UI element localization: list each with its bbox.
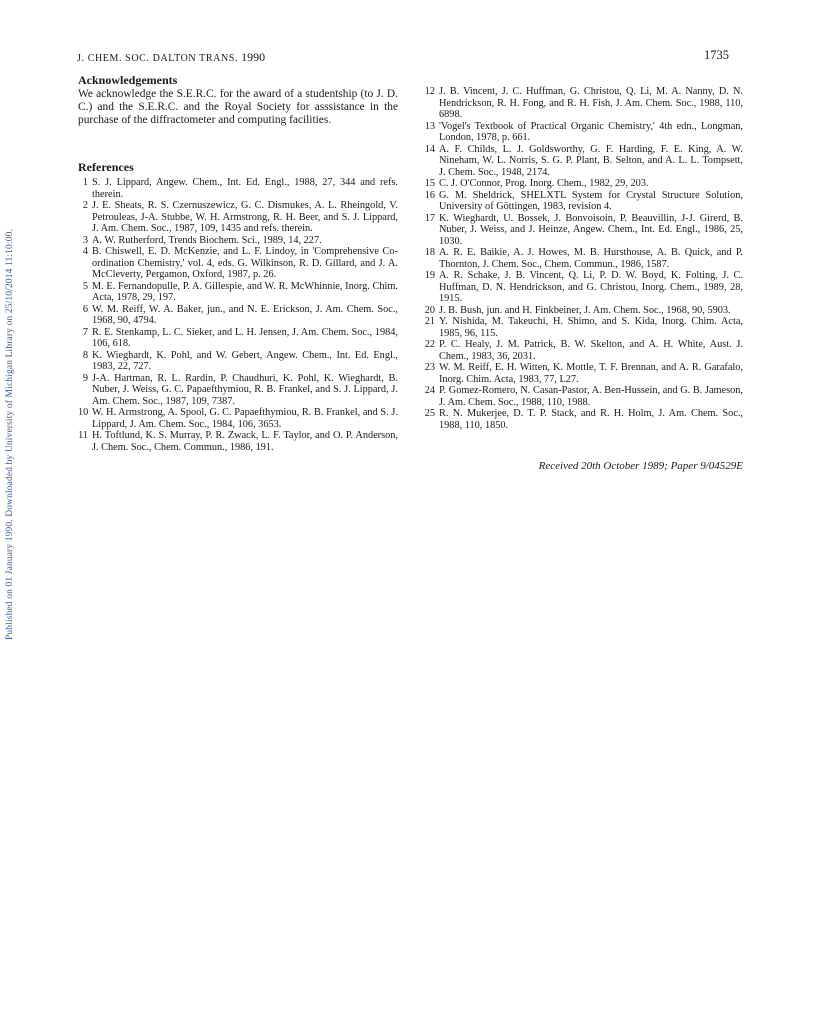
reference-text: A. F. Childs, L. J. Goldsworthy, G. F. Harding, F. E. King, A. W. Nineham, W. L. Norris, S. G. P. Plant, B. Selton, and A. L. L. Tompsett, J. Chem. Soc., 1948, 2174. (439, 143, 743, 178)
reference-item (423, 305, 743, 317)
reference-item (78, 327, 398, 350)
reference-number: 21 (424, 316, 435, 327)
reference-number: 25 (424, 408, 435, 419)
reference-number: 4 (82, 246, 88, 258)
reference-text: J. E. Sheats, R. S. Czernuszewicz, G. C. Dismukes, A. L. Rheingold, V. Petrouleas, J-A. Stubbe, W. H. Armstrong, R. H. Beer, and S. J. Lippard, J. Am. Chem. Soc., 1987, 109, 1435 and refs. therein. (92, 200, 398, 235)
page-number: 1735 (704, 48, 729, 62)
reference-number: 19 (424, 270, 435, 281)
reference-item (78, 430, 398, 453)
reference-item (78, 246, 398, 281)
reference-number: 1 (82, 177, 88, 189)
acknowledgements-heading: Acknowledgements (78, 73, 178, 87)
reference-item (78, 373, 398, 408)
reference-item (78, 304, 398, 327)
reference-text: P. C. Healy, J. M. Patrick, B. W. Skelton, and A. H. White, Aust. J. Chem., 1983, 36, 2031. (439, 339, 743, 362)
reference-number: 16 (424, 189, 435, 201)
reference-text: A. R. E. Baikie, A. J. Howes, M. B. Hursthouse, A. B. Quick, and P. Thornton, J. Chem. Soc., Chem. Commun., 1986, 1587. (439, 247, 743, 270)
reference-item (423, 270, 743, 305)
reference-text: A. W. Rutherford, Trends Biochem. Sci., 1989, 14, 227. (92, 234, 322, 246)
reference-text: S. J. Lippard, Angew. Chem., Int. Ed. Engl., 1988, 27, 344 and refs. therein. (92, 177, 398, 200)
reference-item (423, 190, 743, 213)
reference-text: W. H. Armstrong, A. Spool, G. C. Papaefthymiou, R. B. Frankel, and S. J. Lippard, J. Am. Chem. Soc., 1984, 106, 3653. (92, 407, 398, 430)
received-line: Received 20th October 1989; Paper 9/04529E (538, 460, 743, 472)
reference-list-left (78, 177, 398, 453)
reference-number: 10 (78, 407, 89, 419)
reference-item (78, 281, 398, 304)
reference-number: 18 (424, 247, 435, 258)
reference-number: 20 (424, 304, 435, 316)
reference-item (423, 385, 743, 408)
reference-item (423, 362, 743, 385)
reference-text: J. B. Vincent, J. C. Huffman, G. Christou, Q. Li, M. A. Nanny, D. N. Hendrickson, R. H. Fong, and R. H. Fish, J. Am. Chem. Soc., 1988, 110, 6898. (439, 86, 743, 120)
reference-text: Y. Nishida, M. Takeuchi, H. Shimo, and S. Kida, Inorg. Chim. Acta, 1985, 96, 115. (439, 316, 743, 339)
reference-item (423, 144, 743, 179)
reference-number: 23 (424, 362, 435, 373)
right-column (423, 86, 743, 431)
reference-text: K. Wieghardt, U. Bossek, J. Bonvoisoin, P. Beauvillin, J-J. Girerd, B. Nuber, J. Weiss, and J. Heinze, Angew. Chem., Int. Ed. Engl., 1986, 25, 1030. (439, 212, 743, 247)
reference-text: G. M. Sheldrick, SHELXTL System for Crystal Structure Solution, University of Göttingen, 1983, revision 4. (439, 189, 743, 212)
reference-item (423, 408, 743, 431)
reference-text: W. M. Reiff, W. A. Baker, jun., and N. E. Erickson, J. Am. Chem. Soc., 1968, 90, 4794. (92, 303, 398, 327)
reference-item (78, 177, 398, 200)
running-head (77, 50, 265, 65)
reference-text: A. R. Schake, J. B. Vincent, Q. Li, P. D. W. Boyd, K. Folting, J. C. Huffman, D. N. Hendrickson, and G. Christou, Inorg. Chem., 1989, 28, 1915. (439, 270, 743, 304)
left-column (78, 74, 398, 453)
journal-year: 1990 (241, 50, 266, 64)
reference-item (423, 121, 743, 144)
reference-number: 22 (424, 339, 435, 350)
reference-text: 'Vogel's Textbook of Practical Organic Chemistry,' 4th edn., Longman, London, 1978, p. 661. (439, 120, 743, 143)
reference-number: 12 (424, 86, 435, 97)
acknowledgements-text: We acknowledge the S.E.R.C. for the award of a studentship (to J. D. C.) and the S.E.R.C. and the Royal Society for asssistance in the purchase of the diffractometer and computing facilities. (78, 88, 398, 127)
reference-number: 9 (82, 372, 88, 384)
reference-item (423, 213, 743, 248)
reference-number: 7 (82, 326, 88, 338)
reference-number: 2 (82, 200, 88, 212)
reference-item (423, 178, 743, 190)
download-note: Published on 01 January 1990. Downloaded by University of Michigan Library on 25/10/2014 11:10:00. (5, 229, 15, 640)
reference-item (78, 407, 398, 430)
reference-item (423, 86, 743, 121)
reference-item (78, 350, 398, 373)
reference-number: 24 (424, 385, 435, 396)
reference-text: J. B. Bush, jun. and H. Finkbeiner, J. Am. Chem. Soc., 1968, 90, 5903. (439, 304, 731, 316)
reference-number: 11 (78, 430, 88, 442)
reference-number: 5 (82, 280, 88, 292)
reference-number: 14 (424, 143, 435, 155)
reference-number: 3 (82, 234, 88, 246)
reference-number: 13 (424, 120, 435, 132)
reference-text: K. Wieghardt, K. Pohl, and W. Gebert, Angew. Chem., Int. Ed. Engl., 1983, 22, 727. (92, 349, 398, 373)
journal-name: J. CHEM. SOC. DALTON TRANS. (77, 53, 239, 64)
reference-item (78, 200, 398, 235)
reference-text: J-A. Hartman, R. L. Rardin, P. Chaudhuri, K. Pohl, K. Wieghardt, B. Nuber, J. Weiss, G. C. Papaefthymiou, R. B. Frankel, and S. J. Lippard, J. Am. Chem. Soc., 1987, 109, 7387. (92, 372, 398, 407)
reference-item (423, 339, 743, 362)
reference-text: H. Toftlund, K. S. Murray, P. R. Zwack, L. F. Taylor, and O. P. Anderson, J. Chem. Soc., Chem. Commun., 1986, 191. (92, 430, 398, 453)
reference-number: 17 (424, 212, 435, 224)
reference-text: R. E. Stenkamp, L. C. Sieker, and L. H. Jensen, J. Am. Chem. Soc., 1984, 106, 618. (92, 326, 398, 350)
download-watermark (3, 180, 17, 640)
reference-text: M. E. Fernandopulle, P. A. Gillespie, and W. R. McWhinnie, Inorg. Chim. Acta, 1978, 29, 197. (92, 280, 398, 304)
reference-number: 8 (82, 349, 88, 361)
reference-text: W. M. Reiff, E. H. Witten, K. Mottle, T. F. Brennan, and A. R. Garafalo, Inorg. Chim. Acta, 1983, 77, L27. (439, 362, 743, 385)
reference-text: C. J. O'Connor, Prog. Inorg. Chem., 1982, 29, 203. (439, 178, 649, 189)
reference-number: 6 (82, 303, 88, 315)
reference-number: 15 (424, 178, 435, 189)
reference-text: P. Gomez-Romero, N. Casan-Pastor, A. Ben-Hussein, and G. B. Jameson, J. Am. Chem. Soc., 1988, 110, 1988. (439, 385, 743, 408)
reference-item (423, 247, 743, 270)
reference-text: R. N. Mukerjee, D. T. P. Stack, and R. H. Holm, J. Am. Chem. Soc., 1988, 110, 1850. (439, 408, 743, 431)
references-heading: References (78, 160, 134, 175)
reference-item (423, 316, 743, 339)
reference-list-right (423, 86, 743, 431)
reference-item (78, 235, 398, 247)
reference-text: B. Chiswell, E. D. McKenzie, and L. F. Lindoy, in 'Comprehensive Co-ordination Chemistry,' vol. 4, eds. G. Wilkinson, R. D. Gillard, and J. A. McCleverty, Pergamon, Oxford, 1987, p. 26. (92, 246, 398, 281)
